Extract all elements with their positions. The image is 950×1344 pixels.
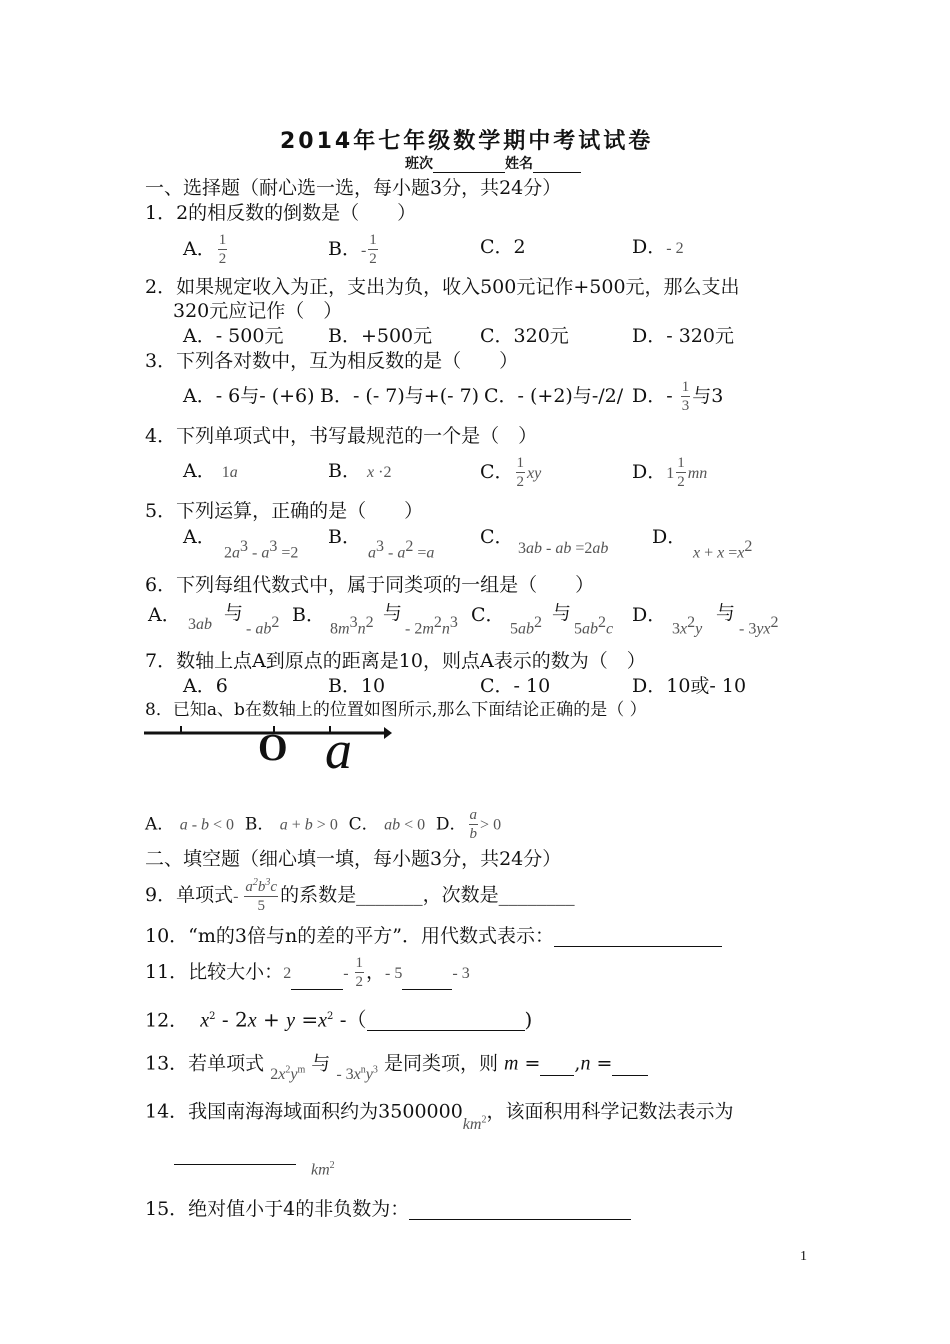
q11-blank-1[interactable] bbox=[291, 973, 343, 990]
q4-option-c: C． $\frac{1}{2}$ xy bbox=[480, 455, 542, 490]
q6-c-expr2: $5ab^2c$ bbox=[574, 614, 614, 638]
q13: 13．若单项式 $_{2x^2y^m}$ 与 $_{- 3x^ny^3}$ 是同类项，则 m = ,n = bbox=[145, 1050, 648, 1076]
q6-d-expr2: - $3yx^2$ bbox=[739, 614, 779, 638]
q2-option-a: A．- 500元 bbox=[183, 325, 284, 347]
number-line-arrow bbox=[384, 727, 392, 739]
q7-option-d: D．10或- 10 bbox=[632, 675, 747, 697]
q1-option-c: C．2 bbox=[480, 236, 526, 258]
q6-option-a: A． bbox=[148, 604, 181, 626]
q13-m-field[interactable] bbox=[540, 1059, 574, 1076]
q5-option-b-expr: $a^3 - a^2 =a$ bbox=[368, 538, 435, 562]
q1-option-a: A． $\frac{1}{2}$ bbox=[183, 232, 227, 267]
q5-option-d-expr: $x + x =x^2$ bbox=[693, 538, 753, 562]
q5-option-a-expr: $2a^3 - a^3 =2$ bbox=[224, 538, 299, 562]
q6-b-expr1: $8m^3n^2$ bbox=[330, 614, 374, 638]
q6-option-d: D． bbox=[632, 604, 667, 626]
q5-option-b-label: B． bbox=[328, 526, 361, 548]
q8-stem: 8．已知a、b在数轴上的位置如图所示,那么下面结论正确的是（ ） bbox=[145, 700, 647, 720]
q2-stem-line2: 320元应记作（ ） bbox=[173, 300, 343, 322]
q5-option-c-label: C． bbox=[480, 526, 514, 548]
name-field[interactable] bbox=[533, 158, 581, 173]
q7-option-a: A．6 bbox=[183, 675, 228, 697]
q1-option-d: D．- 2 bbox=[632, 236, 684, 258]
q11: 11．比较大小：2 - $\frac{1}{2}$ ，- 5 - 3 bbox=[145, 955, 470, 990]
q6-a-expr2: - $ab^2$ bbox=[246, 614, 280, 638]
q12: 12． $x^2 - 2x + y =x^2$ -（ ) bbox=[145, 1007, 533, 1032]
q4-stem: 4．下列单项式中，书写最规范的一个是（ ） bbox=[145, 425, 538, 447]
q8-options: A． a - b < 0 B． a + b > 0 C． ab < 0 D． $\frac{a}{b}$ > 0 bbox=[145, 807, 502, 842]
q1-stem: 1．2的相反数的倒数是（ ） bbox=[145, 202, 417, 224]
q2-option-d: D．- 320元 bbox=[632, 325, 734, 347]
q14-answer-field[interactable] bbox=[174, 1146, 296, 1165]
q3-stem: 3．下列各对数中，互为相反数的是（ ） bbox=[145, 350, 519, 372]
section1-heading: 一、选择题（耐心选一选，每小题3分，共24分） bbox=[145, 177, 562, 199]
q13-n-field[interactable] bbox=[612, 1059, 648, 1076]
q6-d-yu: 与 bbox=[716, 602, 736, 624]
q10: 10．“m的3倍与n的差的平方”．用代数式表示： bbox=[145, 925, 722, 947]
q7-stem: 7．数轴上点A到原点的距离是10，则点A表示的数为（ ） bbox=[145, 650, 646, 672]
q6-option-b: B． bbox=[292, 604, 325, 626]
student-info bbox=[405, 153, 581, 173]
name-label: 姓名 bbox=[505, 156, 533, 172]
q10-answer-field[interactable] bbox=[554, 928, 722, 947]
section2-heading: 二、填空题（细心填一填，每小题3分，共24分） bbox=[145, 848, 562, 870]
q5-option-c-expr: 3ab - ab =2ab bbox=[518, 540, 609, 557]
q3-option-b: B．- (- 7)与+(- 7) bbox=[320, 385, 480, 407]
q3-option-c: C．- (+2)与-/2/ bbox=[484, 385, 624, 407]
q6-a-expr1: 3ab bbox=[188, 616, 212, 633]
q6-b-yu: 与 bbox=[383, 602, 403, 624]
q1-option-b: B．- $\frac{1}{2}$ bbox=[328, 232, 377, 267]
q3-option-d: D．- $\frac{1}{3}$ 与3 bbox=[632, 379, 724, 414]
q7-option-c: C．- 10 bbox=[480, 675, 551, 697]
q2-option-c: C．320元 bbox=[480, 325, 569, 347]
q12-answer-field[interactable] bbox=[367, 1012, 525, 1031]
q6-a-yu: 与 bbox=[224, 602, 244, 624]
q6-d-expr1: $3x^2y$ bbox=[672, 614, 703, 638]
q5-option-d-label: D． bbox=[652, 526, 687, 548]
q14-unit: $km^2$ bbox=[311, 1160, 335, 1179]
q2-stem-line1: 2．如果规定收入为正，支出为负，收入500元记作+500元，那么支出 bbox=[145, 276, 740, 298]
number-line-a-label: a bbox=[325, 720, 352, 780]
q15: 15．绝对值小于4的非负数为： bbox=[145, 1198, 631, 1220]
q5-option-a-label: A． bbox=[183, 526, 216, 548]
q15-answer-field[interactable] bbox=[409, 1201, 631, 1220]
q4-option-d: D．1 $\frac{1}{2}$ mn bbox=[632, 455, 708, 490]
number-line-origin-label: O bbox=[258, 727, 288, 769]
class-field[interactable] bbox=[433, 158, 505, 173]
q5-stem: 5．下列运算，正确的是（ ） bbox=[145, 500, 424, 522]
page-number: 1 bbox=[800, 1249, 807, 1264]
q9: 9．单项式- $\frac{a^2b^3c}{5}$ 的系数是_______，次数是________ bbox=[145, 877, 575, 914]
class-label: 班次 bbox=[405, 156, 433, 172]
q4-option-a: A． 1a bbox=[183, 460, 238, 482]
q6-c-yu: 与 bbox=[552, 602, 572, 624]
q3-option-a: A．- 6与- (+6) bbox=[183, 385, 315, 407]
q2-option-b: B．+500元 bbox=[328, 325, 433, 347]
page-title: 2014年七年级数学期中考试试卷 bbox=[280, 129, 654, 154]
q6-b-expr2: - $2m^2n^3$ bbox=[405, 614, 458, 638]
q11-blank-2[interactable] bbox=[402, 973, 452, 990]
q4-option-b: B． x ·2 bbox=[328, 460, 392, 482]
q7-option-b: B．10 bbox=[328, 675, 386, 697]
q6-stem: 6．下列每组代数式中，属于同类项的一组是（ ） bbox=[145, 574, 595, 596]
q14: 14．我国南海海域面积约为$3500000_{km^2}$，该面积用科学记数法表示为 bbox=[145, 1100, 734, 1134]
q6-option-c: C． bbox=[471, 604, 505, 626]
q6-c-expr1: $5ab^2$ bbox=[510, 614, 542, 638]
